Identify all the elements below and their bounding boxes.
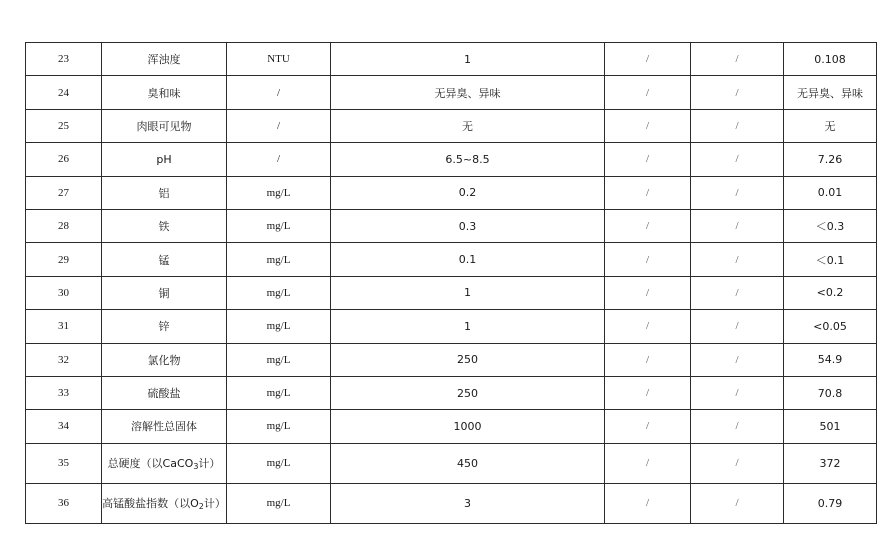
blank-column-5: / [605,76,691,109]
limit-value: 1000 [331,410,605,443]
parameter-name: 氯化物 [102,343,227,376]
unit-cell: mg/L [227,209,331,242]
limit-value: 1 [331,43,605,76]
blank-column-5: / [605,176,691,209]
result-value: ＜0.3 [784,209,877,242]
blank-column-5: / [605,310,691,343]
blank-column-5: / [605,443,691,483]
blank-column-5: / [605,276,691,309]
limit-value: 250 [331,376,605,409]
row-number: 25 [26,109,102,142]
table-row [26,310,877,343]
result-value: <0.05 [784,310,877,343]
table-row [26,243,877,276]
blank-column-5: / [605,43,691,76]
unit-cell: / [227,76,331,109]
parameter-name [102,483,227,523]
blank-column-6: / [691,209,784,242]
blank-column-6: / [691,310,784,343]
name-part: 计） [203,497,226,511]
result-value: 7.26 [784,143,877,176]
limit-value: 450 [331,443,605,483]
table-row [26,76,877,109]
row-number: 27 [26,176,102,209]
blank-column-5: / [605,109,691,142]
row-number: 28 [26,209,102,242]
limit-value: 1 [331,276,605,309]
result-value: 无 [784,109,877,142]
limit-value: 0.2 [331,176,605,209]
blank-column-5: / [605,343,691,376]
result-value: 501 [784,410,877,443]
result-value: 0.01 [784,176,877,209]
result-value: 无异臭、异味 [784,76,877,109]
table-row [26,410,877,443]
blank-column-6: / [691,43,784,76]
unit-cell: mg/L [227,443,331,483]
result-value: 54.9 [784,343,877,376]
unit-cell: NTU [227,43,331,76]
parameter-name: 铜 [102,276,227,309]
result-value: 0.79 [784,483,877,523]
blank-column-6: / [691,483,784,523]
limit-value: 无 [331,109,605,142]
row-number: 36 [26,483,102,523]
name-subscript: 2 [198,502,204,512]
table-row [26,43,877,76]
blank-column-6: / [691,410,784,443]
water-quality-table [25,42,877,524]
limit-value: 无异臭、异味 [331,76,605,109]
table-row [26,276,877,309]
table-row [26,343,877,376]
blank-column-6: / [691,76,784,109]
name-part: 计） [198,457,221,471]
unit-cell: / [227,109,331,142]
unit-cell: mg/L [227,343,331,376]
blank-column-5: / [605,410,691,443]
table-body [26,43,877,524]
unit-cell: mg/L [227,483,331,523]
blank-column-6: / [691,343,784,376]
parameter-name: 溶解性总固体 [102,410,227,443]
result-value: 0.108 [784,43,877,76]
row-number: 34 [26,410,102,443]
row-number: 35 [26,443,102,483]
parameter-name: 锰 [102,243,227,276]
result-value: ＜0.1 [784,243,877,276]
blank-column-6: / [691,376,784,409]
parameter-name: 臭和味 [102,76,227,109]
parameter-name: pH [102,143,227,176]
name-part: 高锰酸盐指数（以O [102,497,199,511]
blank-column-6: / [691,243,784,276]
unit-cell: mg/L [227,310,331,343]
limit-value: 250 [331,343,605,376]
table-row [26,143,877,176]
unit-cell: mg/L [227,410,331,443]
blank-column-5: / [605,209,691,242]
blank-column-5: / [605,143,691,176]
row-number: 24 [26,76,102,109]
limit-value: 6.5~8.5 [331,143,605,176]
blank-column-5: / [605,243,691,276]
unit-cell: mg/L [227,276,331,309]
limit-value: 0.1 [331,243,605,276]
unit-cell: / [227,143,331,176]
result-value: 372 [784,443,877,483]
row-number: 31 [26,310,102,343]
row-number: 29 [26,243,102,276]
name-subscript: 3 [193,462,199,472]
row-number: 23 [26,43,102,76]
row-number: 32 [26,343,102,376]
blank-column-6: / [691,443,784,483]
row-number: 30 [26,276,102,309]
blank-column-6: / [691,176,784,209]
blank-column-6: / [691,109,784,142]
table-row [26,376,877,409]
parameter-name: 锌 [102,310,227,343]
name-part: 总硬度（以CaCO [107,457,194,471]
table-row [26,176,877,209]
parameter-name: 硫酸盐 [102,376,227,409]
parameter-name: 铝 [102,176,227,209]
result-value: <0.2 [784,276,877,309]
blank-column-5: / [605,483,691,523]
result-value: 70.8 [784,376,877,409]
limit-value: 0.3 [331,209,605,242]
table-row [26,109,877,142]
row-number: 26 [26,143,102,176]
table-row [26,443,877,483]
blank-column-5: / [605,376,691,409]
blank-column-6: / [691,143,784,176]
parameter-name [102,443,227,483]
table-row [26,209,877,242]
parameter-name: 肉眼可见物 [102,109,227,142]
unit-cell: mg/L [227,376,331,409]
row-number: 33 [26,376,102,409]
blank-column-6: / [691,276,784,309]
limit-value: 3 [331,483,605,523]
parameter-name: 铁 [102,209,227,242]
table-row [26,483,877,523]
limit-value: 1 [331,310,605,343]
parameter-name: 浑浊度 [102,43,227,76]
unit-cell: mg/L [227,176,331,209]
unit-cell: mg/L [227,243,331,276]
